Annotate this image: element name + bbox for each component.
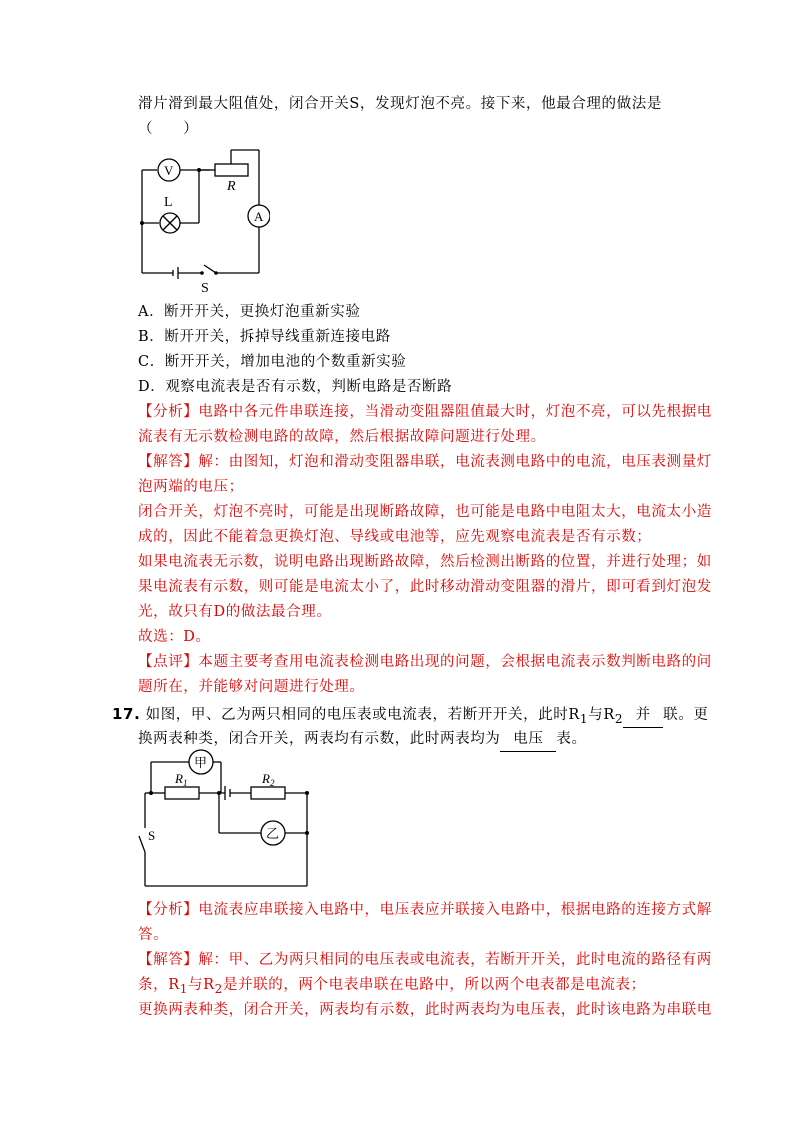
q17-stem-line2: 换两表种类，闭合开关，两表均有示数，此时两表均为 电压 表。	[138, 727, 678, 752]
rheostat-label: R	[227, 179, 236, 194]
r1-label: $R_1$	[175, 771, 188, 788]
q16-stem-line1: 滑片滑到最大阻值处，闭合开关S，发现灯泡不亮。接下来，他最合理的做法是	[138, 96, 662, 112]
voltmeter-label: V	[164, 163, 174, 178]
jia-meter-label: 甲	[194, 755, 208, 770]
lamp-label: L	[164, 195, 173, 210]
q17-answer-line2: 条，$R_1$与$R_2$是并联的，两个电表串联在电路中，所以两个电表都是电流表；	[138, 977, 646, 996]
q16-answer-line1: 【解答】解：由图知，灯泡和滑动变阻器串联，电流表测电路中的电流，电压表测量灯	[138, 454, 712, 470]
q16-option-c: C．断开开关，增加电池的个数重新实验	[138, 354, 407, 370]
ammeter-label: A	[254, 209, 264, 224]
q17-answer-line1: 【解答】解：甲、乙为两只相同的电压表或电流表，若断开开关，此时电流的路径有两	[138, 952, 712, 968]
switch-label: S	[201, 281, 209, 295]
q16-answer-line4: 成的，因此不能着急更换灯泡、导线或电池等，应先观察电流表是否有示数；	[138, 529, 652, 545]
q16-answer-line5: 如果电流表无示数，说明电路出现断路故障，然后检测出断路的位置，并进行处理；如	[138, 554, 712, 570]
q16-answer-line6: 果电流表有示数，则可能是电流太小了，此时移动滑动变阻器的滑片，即可看到灯泡发	[138, 579, 712, 595]
q16-answer-line8: 故选：D。	[138, 629, 211, 645]
q16-stem-line2: （ ）	[138, 121, 199, 137]
q17-stem-line1: 17. 如图，甲、乙为两只相同的电压表或电流表，若断开开关，此时$R_1$与$R_2$ 并 联。更	[112, 702, 682, 731]
yi-meter-label: 乙	[266, 826, 280, 841]
q17-circuit-diagram	[135, 740, 315, 895]
q16-circuit-diagram	[130, 140, 270, 295]
q16-answer-line7: 光，故只有D的做法最合理。	[138, 604, 332, 620]
q17-analysis-line1: 【分析】电流表应串联接入电路中，电压表应并联接入电路中，根据电路的连接方式解	[138, 902, 712, 918]
q17-number: 17.	[112, 705, 141, 723]
q16-analysis-line1: 【分析】电路中各元件串联连接，当滑动变阻器阻值最大时，灯泡不亮，可以先根据电	[138, 404, 712, 420]
q16-option-b: B．断开开关，拆掉导线重新连接电路	[138, 329, 391, 345]
s-switch-label: S	[148, 828, 156, 843]
q16-option-a: A．断开开关，更换灯泡重新实验	[138, 304, 361, 320]
q16-analysis-line2: 流表有无示数检测电路的故障，然后根据故障问题进行处理。	[138, 429, 546, 445]
q16-answer-line3: 闭合开关，灯泡不亮时，可能是出现断路故障，也可能是电路中电阻太大，电流太小造	[138, 504, 712, 520]
q17-blank2: 电压	[500, 727, 556, 752]
q17-analysis-line2: 答。	[138, 927, 169, 943]
q16-answer-line2: 泡两端的电压；	[138, 479, 244, 495]
q16-option-d: D．观察电流表是否有示数，判断电路是否断路	[138, 379, 453, 395]
r2-label: $R_2$	[262, 771, 275, 788]
q16-comment-line1: 【点评】本题主要考查用电流表检测电路出现的问题，会根据电流表示数判断电路的问	[138, 654, 712, 670]
q17-blank1: 并	[623, 703, 663, 728]
q17-answer-line3: 更换两表种类，闭合开关，两表均有示数，此时两表均为电压表，此时该电路为串联电	[138, 1002, 712, 1018]
q16-comment-line2: 题所在，并能够对问题进行处理。	[138, 679, 365, 695]
